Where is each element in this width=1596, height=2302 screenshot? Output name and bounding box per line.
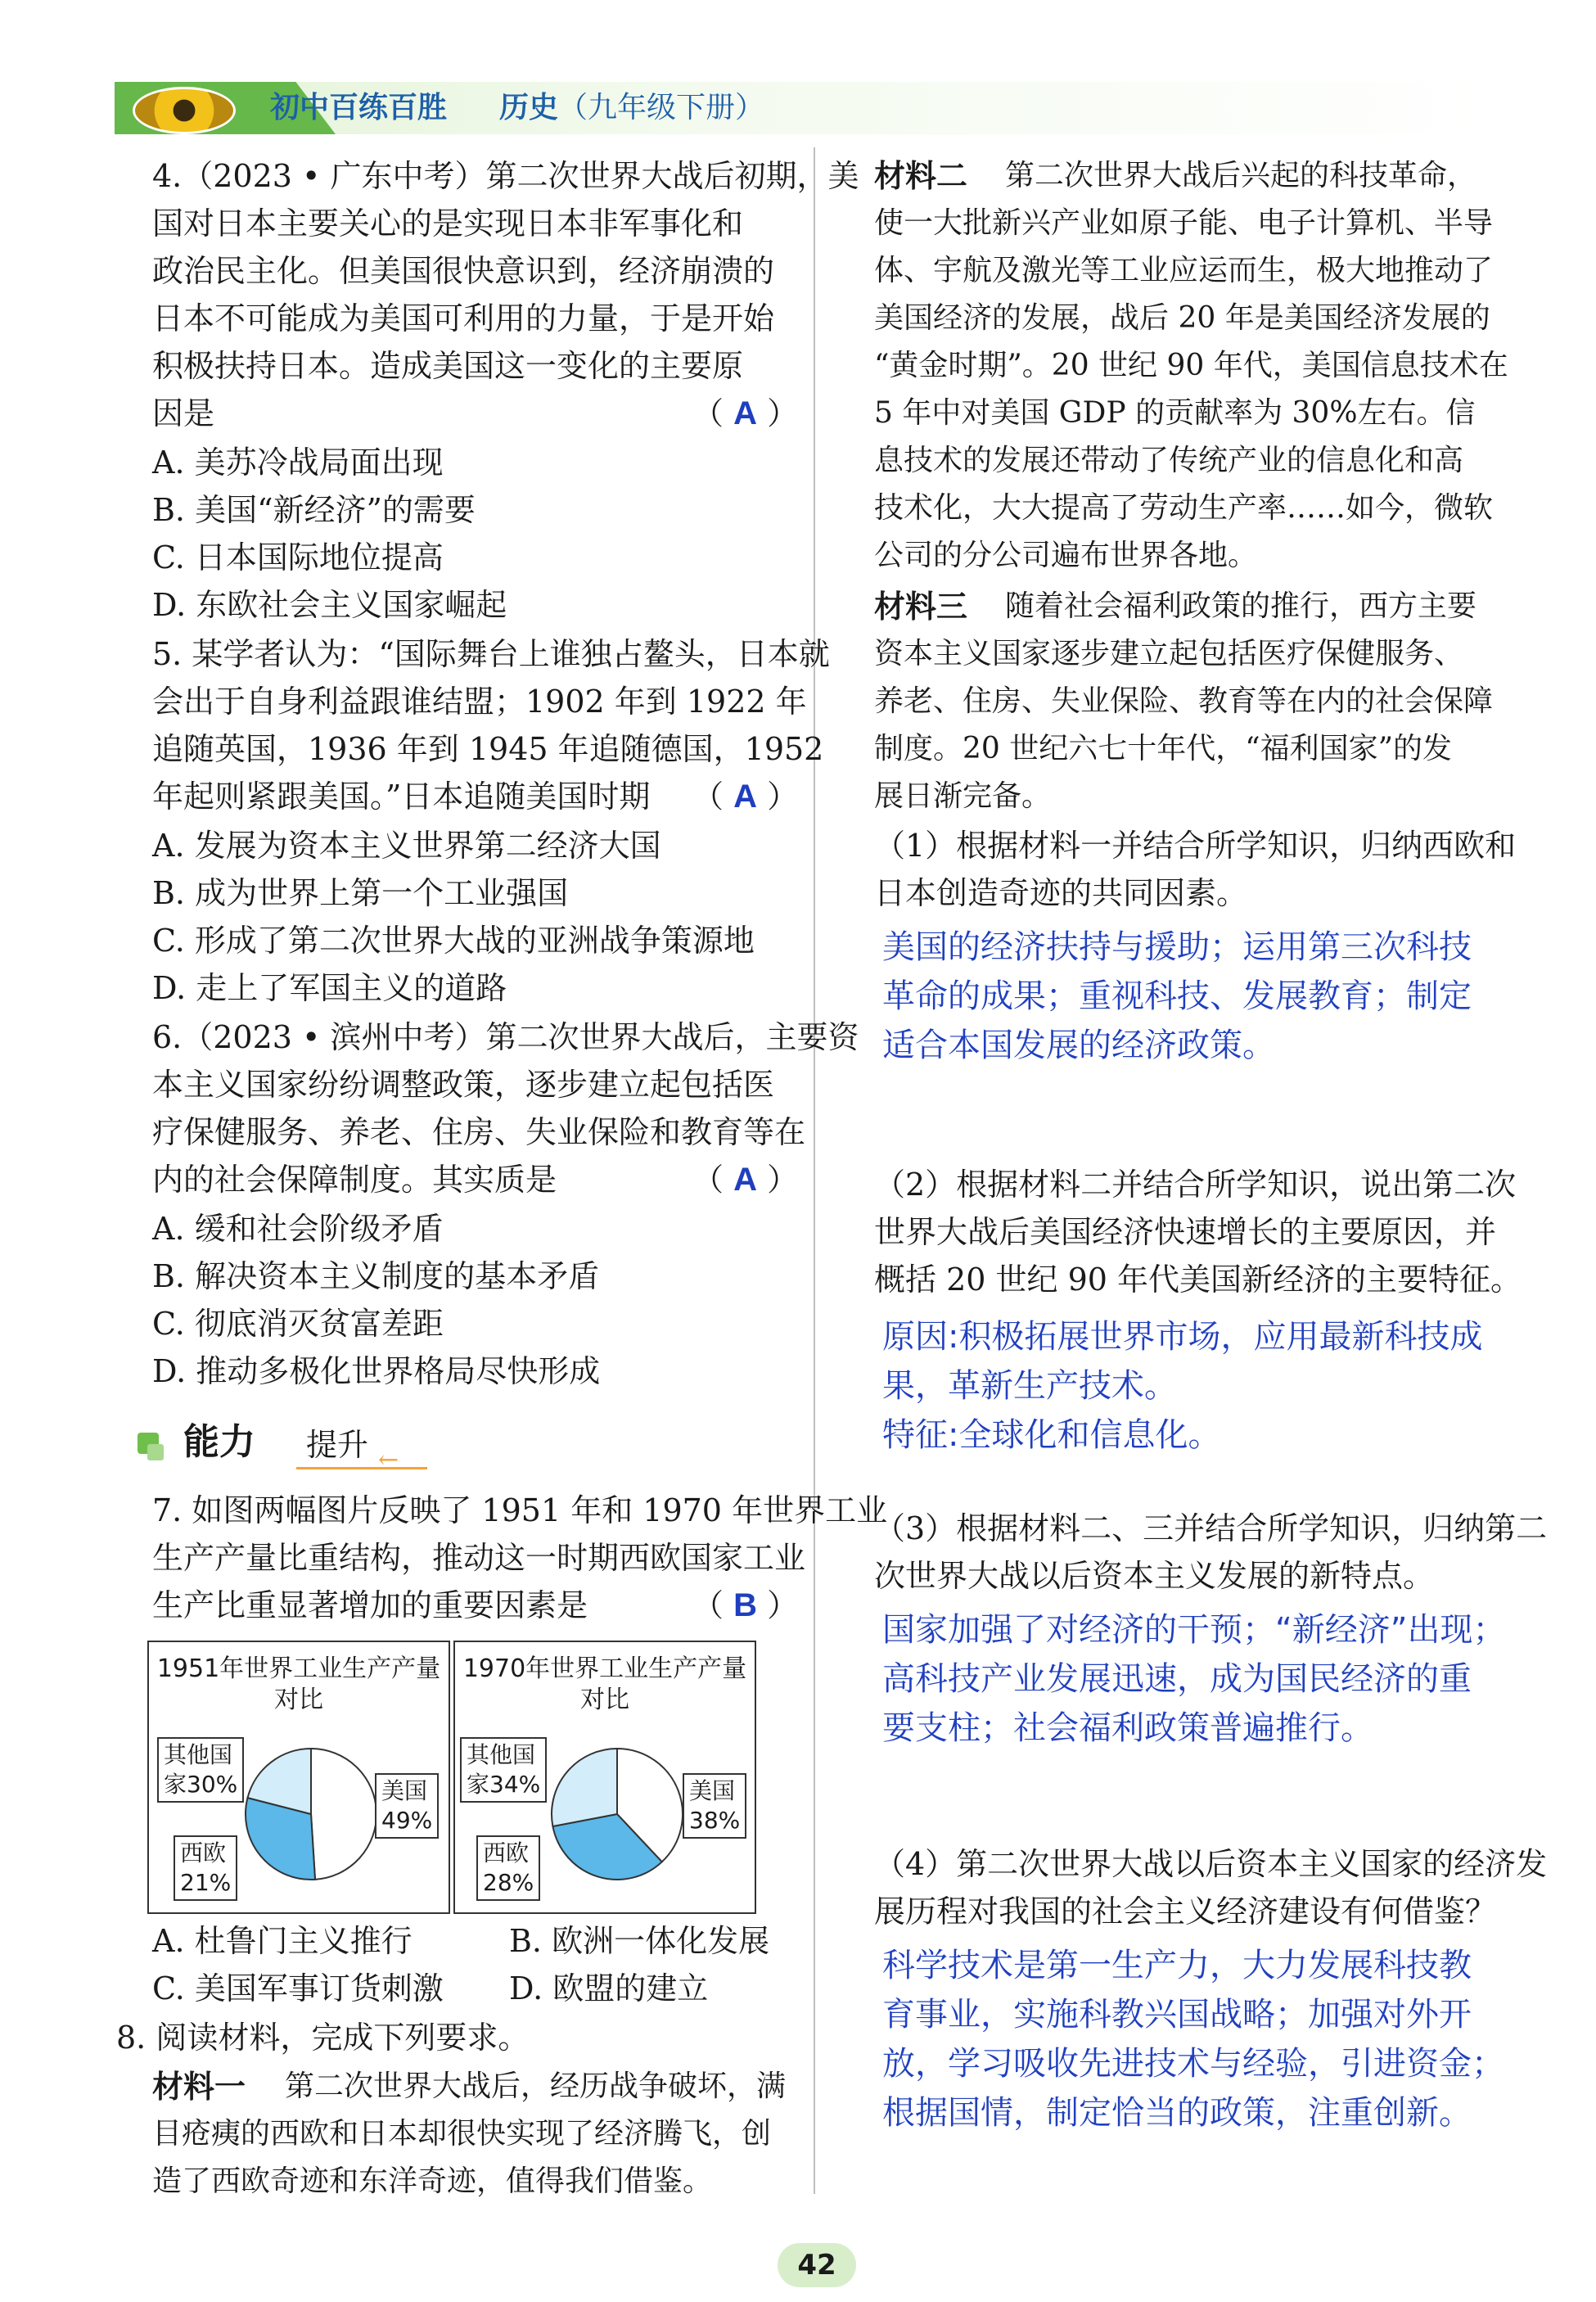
q5-option: B. 成为世界上第一个工业强国 [152, 875, 569, 911]
material-1-line: 造了西欧奇迹和东洋奇迹，值得我们借鉴。 [152, 2164, 713, 2198]
q5-line: 年起则紧跟美国。”日本追随美国时期 [152, 779, 651, 815]
q7-option: D. 欧盟的建立 [509, 1970, 709, 2006]
q4-line: 政治民主化。但美国很快意识到，经济崩溃的 [152, 253, 775, 289]
brand-logo-icon [133, 87, 236, 134]
q4-option: A. 美苏冷战局面出现 [152, 445, 444, 481]
material-3-line: 随着社会福利政策的推行，西方主要 [1005, 589, 1477, 623]
part-4-question: （4）第二次世界大战以后资本主义国家的经济发 [874, 1846, 1548, 1882]
q5-option: A. 发展为资本主义世界第二经济大国 [152, 828, 661, 864]
material-2-line: 技术化，大大提高了劳动生产率……如今，微软 [874, 491, 1494, 525]
q4-line: 积极扶持日本。造成美国这一变化的主要原 [152, 348, 744, 384]
part-4-answer: 育事业，实施科教兴国战略；加强对外开 [882, 1996, 1472, 2033]
q5-option: D. 走上了军国主义的道路 [152, 970, 507, 1006]
part-3-answer: 要支柱；社会福利政策普遍推行。 [882, 1709, 1373, 1747]
part-1-question: （1）根据材料一并结合所学知识，归纳西欧和 [874, 828, 1517, 864]
pie-slice-west-europe [552, 1749, 617, 1826]
q4-option: D. 东欧社会主义国家崛起 [152, 587, 507, 623]
q7-option: C. 美国军事订货刺激 [152, 1970, 444, 2006]
q4-line: 日本不可能成为美国可利用的力量，于是开始 [152, 300, 775, 336]
material-3-line: 资本主义国家逐步建立起包括医疗保健服务、 [874, 637, 1464, 670]
part-2-answer: 果，革新生产技术。 [882, 1367, 1177, 1405]
part-4-answer: 科学技术是第一生产力，大力发展科技教 [882, 1947, 1472, 1984]
q4-answer: A [733, 395, 757, 431]
q7-line: 生产产量比重结构，推动这一时期西欧国家工业 [152, 1540, 806, 1576]
column-divider [814, 147, 815, 2194]
q5-option: C. 形成了第二次世界大战的亚洲战争策源地 [152, 923, 755, 959]
q6-option: D. 推动多极化世界格局尽快形成 [152, 1353, 601, 1389]
material-2-line: 美国经济的发展，战后 20 年是美国经济发展的 [874, 301, 1490, 335]
part-2-answer: 原因:积极拓展世界市场，应用最新科技成 [882, 1318, 1483, 1356]
section-subtitle: 提升 [306, 1427, 369, 1463]
part-2-answer: 特征:全球化和信息化。 [882, 1416, 1221, 1454]
q4-answer-bracket: （ A ） [692, 395, 799, 431]
q5-answer: A [733, 779, 757, 815]
subject-name: 历史 [499, 91, 559, 124]
part-1-question: 日本创造奇迹的共同因素。 [874, 875, 1248, 911]
material-2-line: 公司的分公司遍布世界各地。 [874, 539, 1258, 572]
chart-title: 1951年世界工业生产产量对比 [156, 1654, 441, 1714]
material-2-line: 息技术的发展还带动了传统产业的信息化和高 [874, 444, 1464, 477]
q7-line: 生产比重显著增加的重要因素是 [152, 1587, 588, 1623]
q7-option: A. 杜鲁门主义推行 [152, 1923, 413, 1959]
q4-option: B. 美国“新经济”的需要 [152, 492, 476, 528]
part-2-question: 世界大战后美国经济快速增长的主要原因，并 [874, 1214, 1497, 1250]
q7-answer: B [733, 1587, 757, 1623]
q6-option: B. 解决资本主义制度的基本矛盾 [152, 1258, 600, 1294]
section-title: 能力 [183, 1421, 255, 1463]
q7-answer-bracket: （ B ） [692, 1587, 799, 1623]
q6-answer-bracket: （ A ） [692, 1162, 799, 1198]
material-3-line: 制度。20 世纪六七十年代，“福利国家”的发 [874, 732, 1453, 765]
pie-chart-1951 [147, 1641, 450, 1914]
pie-label-usa: 美国 49% [375, 1773, 439, 1839]
q6-line: 6.（2023 • 滨州中考）第二次世界大战后，主要资 [152, 1019, 859, 1055]
part-3-answer: 国家加强了对经济的干预；“新经济”出现； [882, 1611, 1506, 1649]
q5-line: 会出于自身利益跟谁结盟；1902 年到 1922 年 [152, 684, 807, 720]
material-2-line: 体、宇航及激光等工业应运而生，极大地推动了 [874, 254, 1494, 287]
part-4-question: 展历程对我国的社会主义经济建设有何借鉴？ [874, 1894, 1497, 1930]
pie-label-usa: 美国 38% [683, 1773, 746, 1839]
part-3-answer: 高科技产业发展迅速，成为国民经济的重 [882, 1660, 1472, 1698]
subject-title [499, 90, 764, 126]
q6-line: 疗保健服务、养老、住房、失业保险和教育等在 [152, 1114, 806, 1150]
section-underline [296, 1467, 427, 1469]
q5-line: 追随英国，1936 年到 1945 年追随德国，1952 [152, 731, 824, 767]
q6-answer: A [733, 1162, 757, 1198]
series-title: 初中百练百胜 [270, 91, 448, 124]
pie-label-west-europe: 西欧 28% [476, 1835, 540, 1901]
page-number: 42 [778, 2243, 856, 2287]
q6-option: C. 彻底消灭贫富差距 [152, 1306, 444, 1342]
material-2-line: 第二次世界大战后兴起的科技革命， [1005, 159, 1477, 192]
material-2-label: 材料二 [874, 157, 968, 194]
arrow-left-icon: ← [378, 1446, 399, 1474]
pie-label-other: 其他国 家30% [157, 1737, 244, 1803]
material-1-label: 材料一 [152, 2068, 246, 2105]
part-1-answer: 适合本国发展的经济政策。 [882, 1027, 1275, 1064]
part-4-answer: 根据国情，制定恰当的政策，注重创新。 [882, 2094, 1472, 2132]
part-3-question: 次世界大战以后资本主义发展的新特点。 [874, 1558, 1435, 1594]
q4-line: 国对日本主要关心的是实现日本非军事化和 [152, 205, 744, 241]
q7-option: B. 欧洲一体化发展 [509, 1923, 770, 1959]
q5-line: 5. 某学者认为：“国际舞台上谁独占鳌头，日本就 [152, 636, 830, 672]
material-2-line: “黄金时期”。20 世纪 90 年代，美国信息技术在 [874, 349, 1508, 382]
material-1-line: 第二次世界大战后，经历战争破坏，满 [285, 2070, 787, 2103]
q7-line: 7. 如图两幅图片反映了 1951 年和 1970 年世界工业 [152, 1492, 888, 1528]
q4-line: 4.（2023 • 广东中考）第二次世界大战后初期，美 [152, 158, 859, 194]
pie-label-west-europe: 西欧 21% [174, 1835, 237, 1901]
q6-line: 本主义国家纷纷调整政策，逐步建立起包括医 [152, 1067, 775, 1103]
section-heading [133, 1416, 444, 1474]
volume-name: （九年级下册） [558, 91, 765, 124]
part-3-question: （3）根据材料二、三并结合所学知识，归纳第二 [874, 1510, 1548, 1546]
part-1-answer: 美国的经济扶持与援助；运用第三次科技 [882, 928, 1472, 966]
pie-chart-1970 [453, 1641, 756, 1914]
material-2-line: 使一大批新兴产业如原子能、电子计算机、半导 [874, 206, 1494, 240]
section-square-icon [147, 1444, 164, 1460]
pie-label-other: 其他国 家34% [460, 1737, 547, 1803]
q6-line: 内的社会保障制度。其实质是 [152, 1162, 557, 1198]
material-1-line: 目疮痍的西欧和日本却很快实现了经济腾飞，创 [152, 2117, 772, 2151]
pie-slice-usa [311, 1749, 376, 1880]
part-2-question: 概括 20 世纪 90 年代美国新经济的主要特征。 [874, 1262, 1522, 1298]
q5-answer-bracket: （ A ） [692, 779, 799, 815]
material-3-line: 养老、住房、失业保险、教育等在内的社会保障 [874, 684, 1494, 718]
q4-option: C. 日本国际地位提高 [152, 539, 444, 576]
q4-line: 因是 [152, 395, 215, 431]
part-1-answer: 革命的成果；重视科技、发展教育；制定 [882, 977, 1472, 1015]
part-4-answer: 放，学习吸收先进技术与经验，引进资金； [882, 2045, 1504, 2083]
material-2-line: 5 年中对美国 GDP 的贡献率为 30%左右。信 [874, 396, 1476, 430]
material-3-line: 展日渐完备。 [874, 779, 1052, 813]
material-3-label: 材料三 [874, 588, 968, 625]
q8-intro: 8. 阅读材料，完成下列要求。 [116, 2020, 530, 2056]
chart-title: 1970年世界工业生产产量对比 [462, 1654, 747, 1714]
page-header [115, 82, 1490, 134]
part-2-question: （2）根据材料二并结合所学知识，说出第二次 [874, 1167, 1517, 1203]
q6-option: A. 缓和社会阶级矛盾 [152, 1211, 444, 1247]
